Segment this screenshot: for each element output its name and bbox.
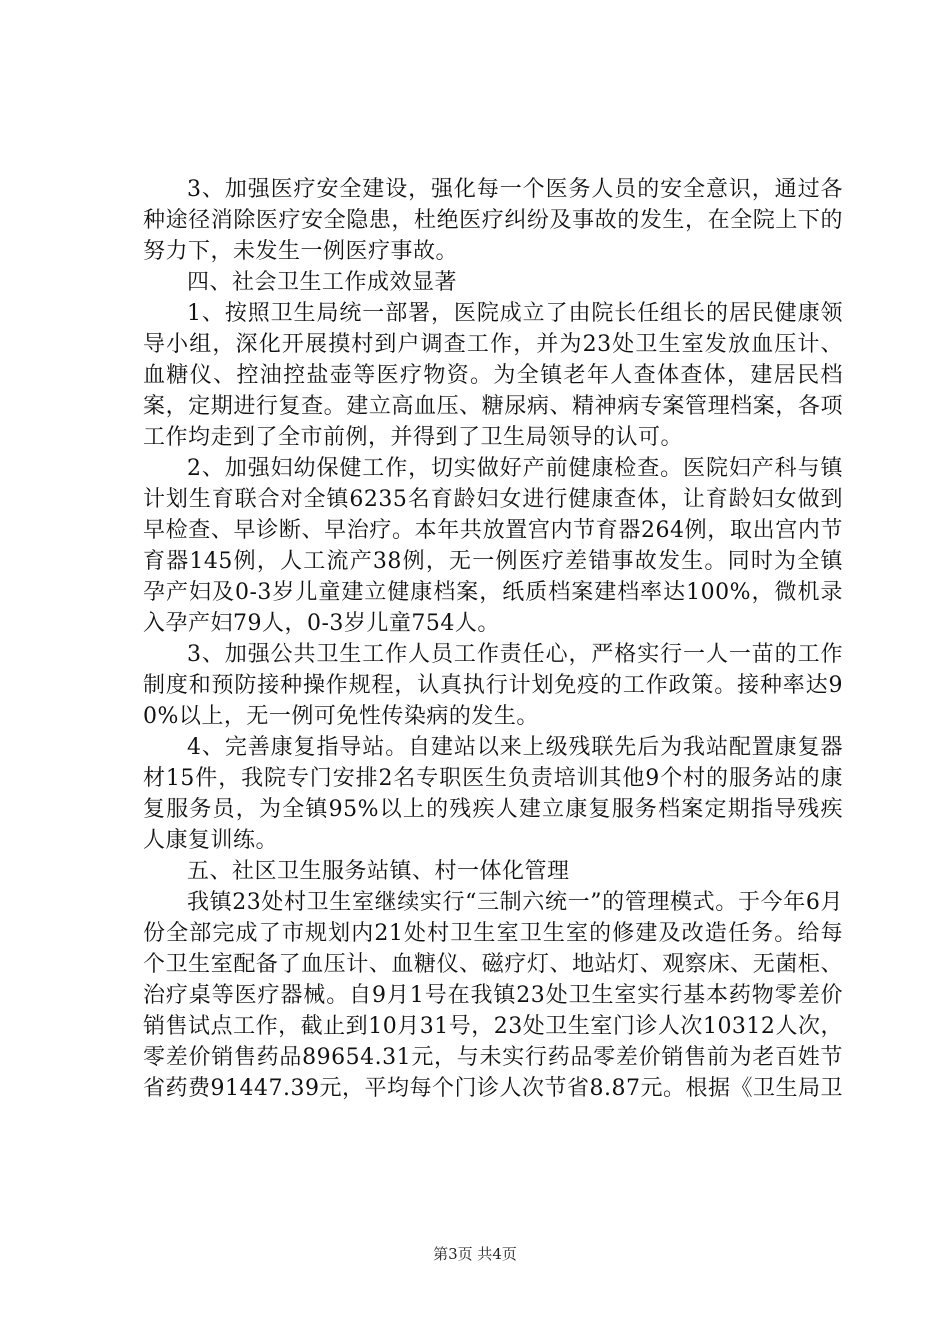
paragraph-village-clinics: 我镇23处村卫生室继续实行“三制六统一”的管理模式。于今年6月份全部完成了市规划内21处村卫生室卫生室的修建及改造任务。给每个卫生室配备了血压计、血糖仪、磁疗灯、地站灯、观察床、无菌柜、治疗桌等医疗器械。自9月1号在我镇23处卫生室实行基本药物零差价销售试点工作，截止到10月31号，23处卫生室门诊人次10312人次，零差价销售药品89654.31元，与未实行药品零差价销售前为老百姓节省药费91447.39元，平均每个门诊人次节省8.87元。根据《卫生局卫 — [143, 890, 843, 1101]
document-body — [143, 174, 843, 1104]
paragraph-public-health-vaccination: 3、加强公共卫生工作人员工作责任心，严格实行一人一苗的工作制度和预防接种操作规程，认真执行计划免疫的工作政策。接种率达90%以上，无一例可免性传染病的发生。 — [143, 642, 843, 729]
paragraph-resident-health: 1、按照卫生局统一部署，医院成立了由院长任组长的居民健康领导小组，深化开展摸村到户调查工作，并为23处卫生室发放血压计、血糖仪、控油控盐壶等医疗物资。为全镇老年人查体查体，建居民档案，定期进行复查。建立高血压、糖尿病、精神病专案管理档案，各项工作均走到了全市前例，并得到了卫生局领导的认可。 — [143, 301, 843, 450]
section-heading-community-service: 五、社区卫生服务站镇、村一体化管理 — [187, 859, 570, 884]
paragraph-medical-safety: 3、加强医疗安全建设，强化每一个医务人员的安全意识，通过各种途径消除医疗安全隐患，杜绝医疗纠纷及事故的发生，在全院上下的努力下，未发生一例医疗事故。 — [143, 177, 843, 264]
page-footer: 第3页 共4页 — [433, 1245, 517, 1263]
paragraph-rehabilitation-station: 4、完善康复指导站。自建站以来上级残联先后为我站配置康复器材15件，我院专门安排2名专职医生负责培训其他9个村的服务站的康复服务员，为全镇95%以上的残疾人建立康复服务档案定期指导残疾人康复训练。 — [143, 735, 843, 853]
paragraph-maternal-child-health: 2、加强妇幼保健工作，切实做好产前健康检查。医院妇产科与镇计划生育联合对全镇6235名育龄妇女进行健康查体，让育龄妇女做到早检查、早诊断、早治疗。本年共放置宫内节育器264例，取出宫内节育器145例，人工流产38例，无一例医疗差错事故发生。同时为全镇孕产妇及0-3岁儿童建立健康档案，纸质档案建档率达100%，微机录入孕产妇79人，0-3岁儿童754人。 — [143, 456, 843, 636]
section-heading-social-health: 四、社会卫生工作成效显著 — [187, 270, 458, 295]
